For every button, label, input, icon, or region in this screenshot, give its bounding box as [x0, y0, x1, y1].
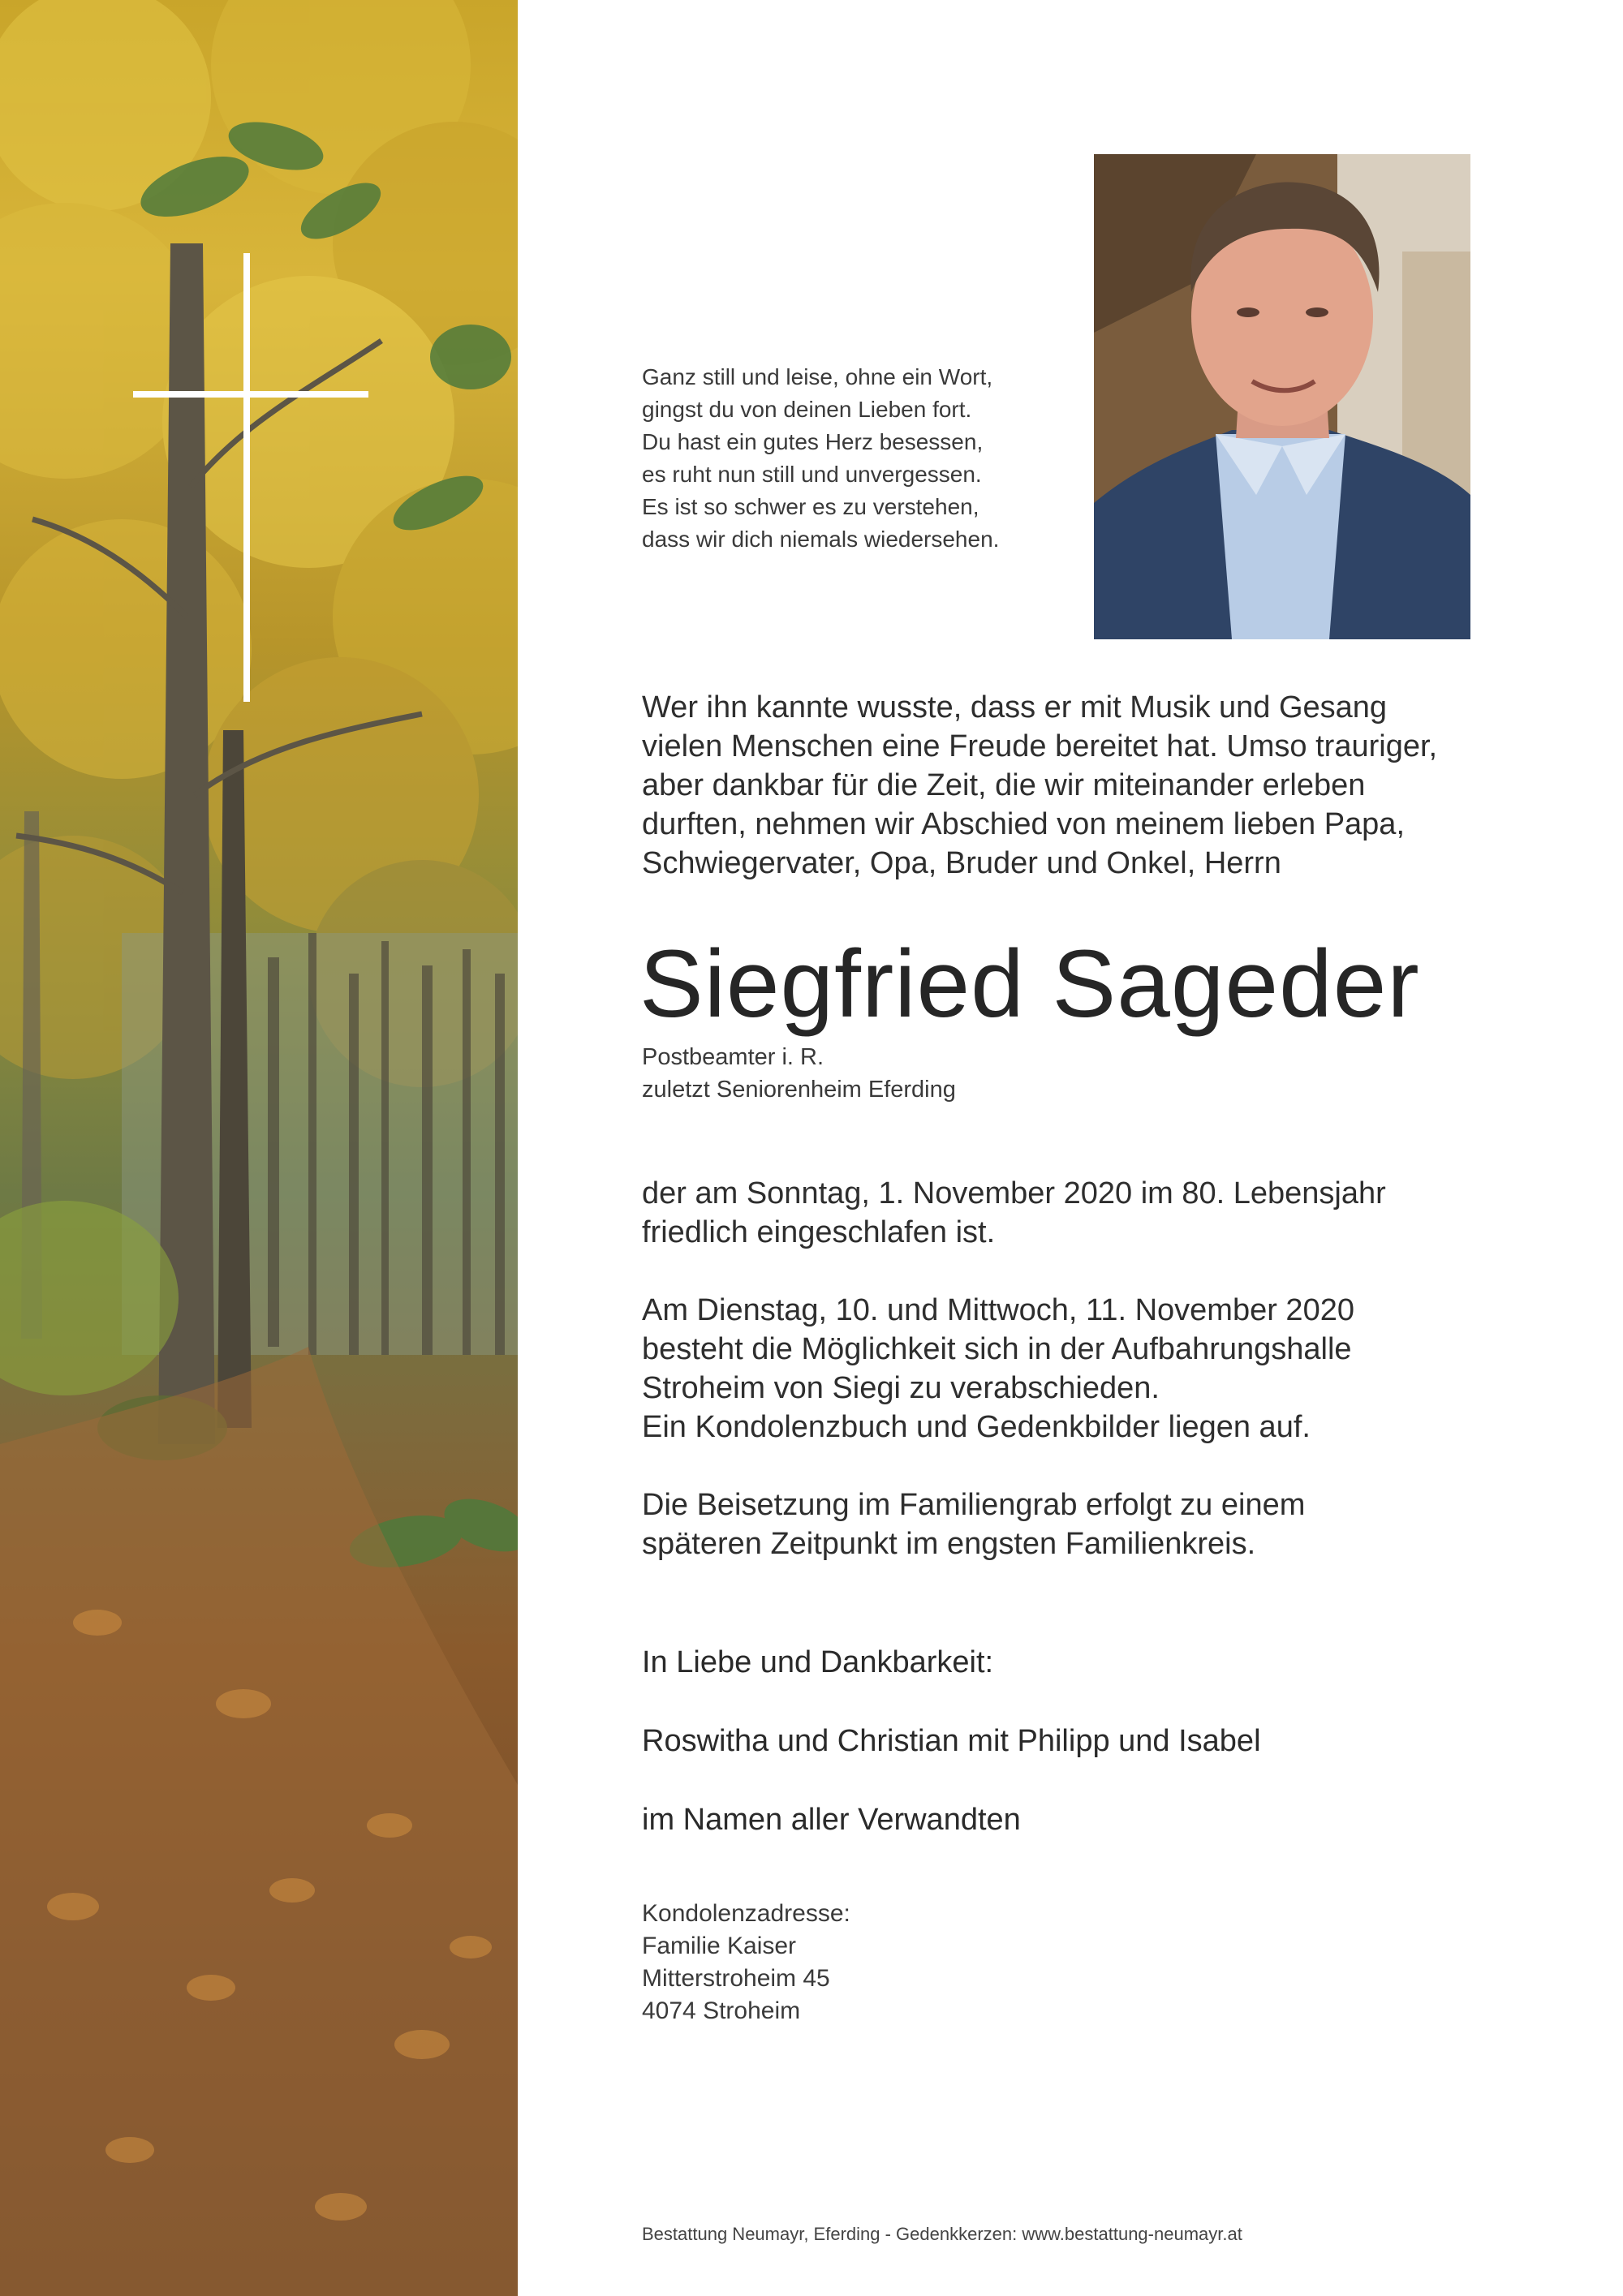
poem — [642, 361, 1096, 556]
death-line: friedlich eingeschlafen ist. — [642, 1215, 996, 1249]
burial-paragraph — [642, 1486, 1535, 1563]
intro-line: durften, nehmen wir Abschied von meinem lieben Papa, — [642, 807, 1405, 841]
intro-line: Wer ihn kannte wusste, dass er mit Musik und Gesang — [642, 690, 1388, 724]
residence: zuletzt Seniorenheim Eferding — [642, 1077, 956, 1103]
forest-image — [0, 0, 518, 2296]
deceased-name: Siegfried Sageder — [639, 931, 1420, 1038]
portrait-photo — [1094, 154, 1470, 639]
death-line: der am Sonntag, 1. November 2020 im 80. Lebensjahr — [642, 1176, 1386, 1210]
viewing-line: Ein Kondolenzbuch und Gedenkbilder liegen auf. — [642, 1410, 1311, 1444]
address-line: Mitterstroheim 45 — [642, 1965, 830, 1992]
burial-line: Die Beisetzung im Familiengrab erfolgt zu einem — [642, 1488, 1306, 1522]
intro-line: vielen Menschen eine Freude bereitet hat. Umso trauriger, — [642, 729, 1438, 763]
condolence-address — [642, 1898, 850, 2027]
footer-text: Bestattung Neumayr, Eferding - Gedenkkerzen: www.bestattung-neumayr.at — [642, 2224, 1242, 2244]
signoff-relatives: im Namen aller Verwandten — [642, 1803, 1021, 1837]
address-label: Kondolenzadresse: — [642, 1900, 850, 1927]
viewing-line: Stroheim von Siegi zu verabschieden. — [642, 1371, 1160, 1405]
viewing-line: Am Dienstag, 10. und Mittwoch, 11. November 2020 — [642, 1293, 1354, 1327]
poem-line: Ganz still und leise, ohne ein Wort, — [642, 364, 993, 389]
forest-illustration — [0, 0, 518, 2296]
address-line: 4074 Stroheim — [642, 1997, 801, 2024]
intro-line: Schwiegervater, Opa, Bruder und Onkel, Herrn — [642, 846, 1281, 880]
poem-line: Es ist so schwer es zu verstehen, — [642, 494, 979, 519]
burial-line: späteren Zeitpunkt im engsten Familienkreis. — [642, 1527, 1256, 1561]
poem-line: es ruht nun still und unvergessen. — [642, 462, 982, 487]
death-paragraph — [642, 1174, 1535, 1252]
signoff-heading: In Liebe und Dankbarkeit: — [642, 1645, 994, 1679]
viewing-line: besteht die Möglichkeit sich in der Aufbahrungshalle — [642, 1332, 1352, 1366]
intro-paragraph — [642, 688, 1494, 883]
poem-line: Du hast ein gutes Herz besessen, — [642, 429, 984, 454]
poem-line: dass wir dich niemals wiedersehen. — [642, 527, 1000, 552]
signoff-family: Roswitha und Christian mit Philipp und Isabel — [642, 1724, 1261, 1758]
occupation: Postbeamter i. R. — [642, 1044, 824, 1070]
viewing-paragraph — [642, 1291, 1535, 1447]
intro-line: aber dankbar für die Zeit, die wir miteinander erleben — [642, 768, 1366, 802]
deceased-details — [642, 1041, 956, 1106]
poem-line: gingst du von deinen Lieben fort. — [642, 397, 972, 422]
address-line: Familie Kaiser — [642, 1933, 797, 1959]
